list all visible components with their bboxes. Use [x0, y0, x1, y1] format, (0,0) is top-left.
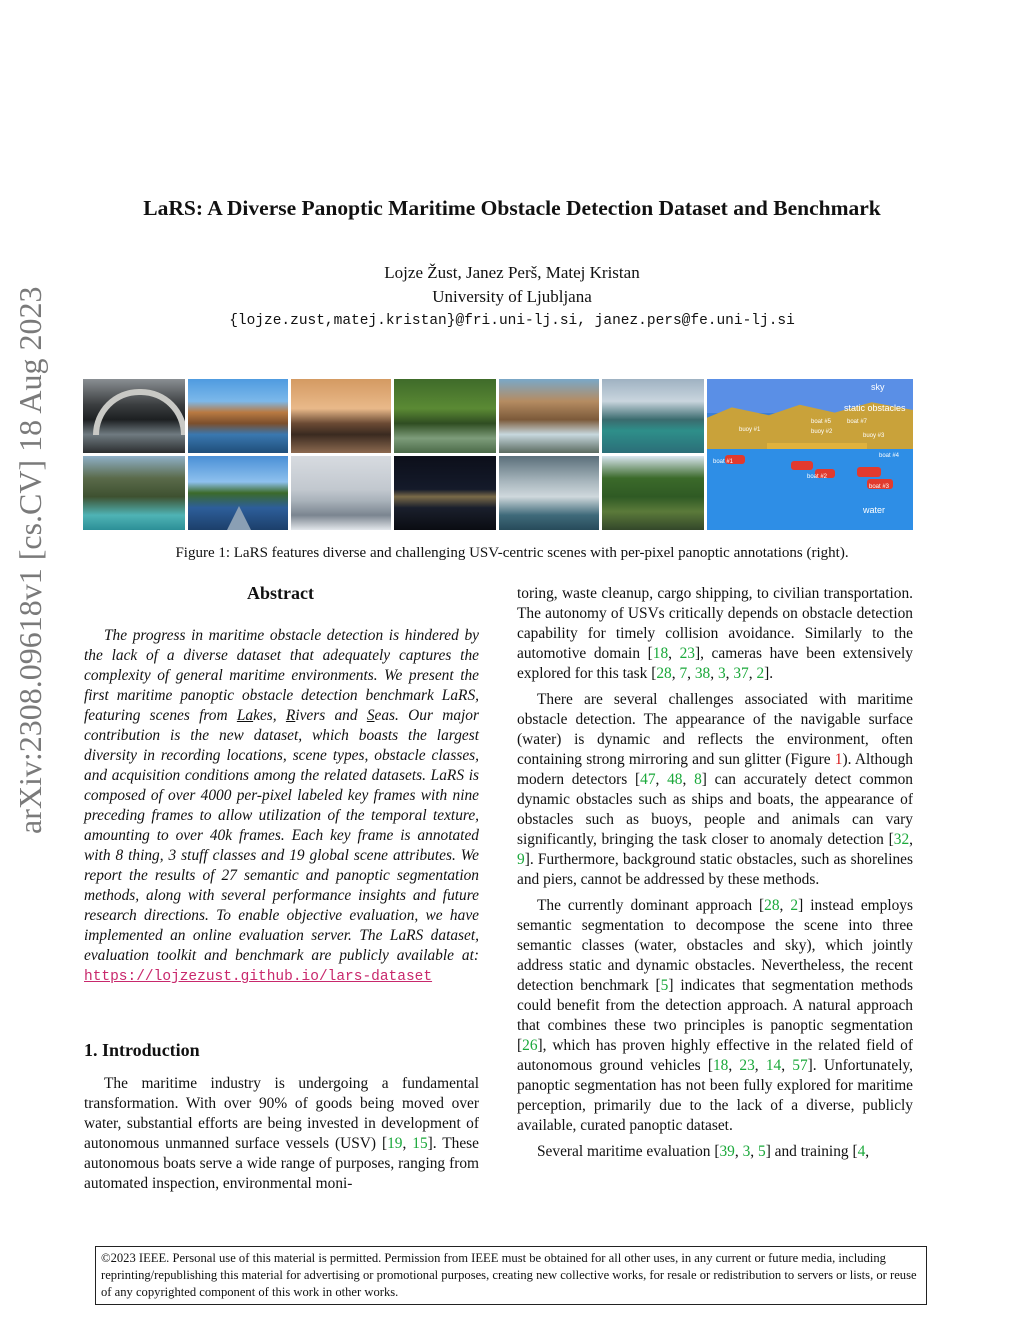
citation[interactable]: 57 [792, 1057, 808, 1074]
citation[interactable]: 19 [387, 1135, 403, 1152]
author-emails: {lojze.zust,matej.kristan}@fri.uni-lj.si, janez.pers@fe.uni-lj.si [229, 313, 795, 329]
scene-photo-bridge-arch [83, 379, 185, 453]
dataset-link[interactable]: https://lojzezust.github.io/lars-dataset [84, 969, 433, 985]
label-static-obstacles: static obstacles [844, 403, 906, 413]
label-buoy: buoy #3 [863, 433, 885, 439]
citation[interactable]: 48 [667, 771, 683, 788]
scene-photo-wave [602, 379, 704, 453]
citation[interactable]: 28 [764, 897, 780, 914]
scene-photo-night-port [394, 456, 496, 530]
scene-photo-canal-wall [499, 379, 599, 453]
boat-mask [857, 467, 881, 477]
label-boat: boat #3 [869, 484, 890, 490]
citation[interactable]: 18 [652, 645, 669, 662]
citation[interactable]: 26 [522, 1037, 538, 1054]
scene-photo-cave [499, 456, 599, 530]
citation[interactable]: 3 [742, 1143, 751, 1160]
citation[interactable]: 3 [717, 665, 726, 682]
scene-photo-sun-glitter [291, 456, 391, 530]
arxiv-stamp: arXiv:2308.09618v1 [cs.CV] 18 Aug 2023 [12, 286, 48, 834]
scene-photo-river-kayak [394, 379, 496, 453]
scene-photo-forest-river [602, 456, 704, 530]
citation[interactable]: 9 [517, 851, 525, 868]
citation[interactable]: 37 [733, 665, 749, 682]
label-boat: boat #1 [713, 459, 734, 465]
citation[interactable]: 32 [893, 831, 910, 848]
citation[interactable]: 7 [679, 665, 688, 682]
citation[interactable]: 5 [660, 977, 669, 994]
label-boat: boat #5 [811, 419, 832, 425]
panoptic-annotation-panel [707, 379, 913, 530]
citation[interactable]: 23 [739, 1057, 755, 1074]
section-heading-introduction: 1. Introduction [84, 1040, 200, 1060]
figure-reference[interactable]: 1 [834, 751, 843, 768]
citation[interactable]: 18 [712, 1057, 729, 1074]
citation[interactable]: 28 [656, 665, 672, 682]
figure-caption: Figure 1: LaRS features diverse and challenging USV-centric scenes with per-pixel panoptic annotations (right). [175, 545, 849, 561]
scene-photo-sunset-harbor [291, 379, 391, 453]
citation[interactable]: 39 [719, 1143, 735, 1160]
abstract-heading: Abstract [247, 583, 314, 603]
author-list: Lojze Žust, Janez Perš, Matej Kristan [384, 263, 640, 282]
right-column-body: toring, waste cleanup, cargo shipping, to civilian transportation. The autonomy of USVs critically depends on obstacle detection capability for timely collision avoidance. Similarly to the automotive domain [18, 23], cameras have been extensively explored for this task [28, 7, 38, 3, 37, 2]. There are several challenges associated with maritime obstacle detection. The appearance of the navigable surface (water) is dynamic and reflects the environment, often containing strong mirroring and sun glitter (Figure 1). Although modern detectors [47, 48, 8] can accurately detect common dynamic obstacles such as ships and boats, the appearance of obstacles such as buoys, people and animals can vary significantly, bringing the task closer to anomaly detection [32, 9]. Furthermore, background static obstacles, such as shorelines and piers, cannot be addressed by these methods. The currently dominant approach [28, 2] instead employs semantic segmentation to decompose the scene into three semantic classes (water, obstacles and sky), which jointly address static and dynamic obstacles. Nevertheless, the recent detection benchmark [5] indicates that segmentation methods could benefit from the detection approach. A natural approach that combines these two principles is panoptic segmentation [26], which has proven highly effective in the related field of autonomous ground vehicles [18, 23, 14, 57]. Unfortunately, panoptic segmentation has not been fully explored for maritime perception, primarily due to the lack of a diverse, publicly available, curated panoptic dataset. Several maritime evaluation [39, 3, 5] and training [4, [517, 585, 914, 1160]
scene-photo-canal-town [188, 379, 288, 453]
copyright-notice: ©2023 IEEE. Personal use of this material is permitted. Permission from IEEE must be obtained for all other uses, in any current or future media, including reprinting/republishing this material for advertising or promotional purposes, creating new collective works, for resale or redistribution to servers or lists, or reuse of any copyrighted component of this work in other works. [95, 1246, 927, 1305]
scene-photo-lake-bow [188, 456, 288, 530]
citation[interactable]: 2 [790, 897, 799, 914]
abstract-body: The progress in maritime obstacle detection is hindered by the lack of a diverse dataset that adequately captures the complexity of general maritime environments. We present the first maritime panoptic obstacle detection benchmark LaRS, featuring scenes from Lakes, Rivers and Seas. Our major contribution is the new dataset, which boasts the largest diversity in recording locations, scene types, obstacle classes, and acquisition conditions among the related datasets. LaRS is composed of over 4000 per-pixel labeled key frames with nine preceding frames to allow utilization of the temporal texture, amounting to over 40k frames. Each key frame is annotated with 8 thing, 3 stuff classes and 19 global scene attributes. We report the results of 27 semantic and panoptic segmentation methods, along with several performance insights and future research directions. To enable objective evaluation, we have implemented an online evaluation server. The LaRS dataset, evaluation toolkit and benchmark are publicly available at: https://lojzezust.github.io/lars-dataset [84, 627, 479, 985]
affiliation: University of Ljubljana [432, 287, 592, 306]
citation[interactable]: 5 [757, 1143, 766, 1160]
citation[interactable]: 23 [679, 645, 695, 662]
citation[interactable]: 38 [694, 665, 711, 682]
citation[interactable]: 14 [765, 1057, 782, 1074]
label-boat: boat #7 [847, 419, 868, 425]
citation[interactable]: 2 [756, 665, 765, 682]
label-boat: boat #4 [879, 453, 900, 459]
label-buoy: buoy #2 [811, 429, 833, 435]
label-water: water [863, 505, 886, 515]
boat-mask [791, 461, 813, 470]
citation[interactable]: 47 [640, 771, 656, 788]
citation[interactable]: 8 [694, 771, 702, 788]
paper-title: LaRS: A Diverse Panoptic Maritime Obstacle Detection Dataset and Benchmark [143, 196, 881, 220]
label-boat: boat #2 [807, 474, 828, 480]
scene-photo-limestone-bay [83, 456, 185, 530]
citation[interactable]: 15 [412, 1135, 428, 1152]
citation[interactable]: 4 [857, 1143, 866, 1160]
intro-paragraph: The maritime industry is undergoing a fundamental transformation. With over 90% of goods being moved over water, substantial efforts are being invested in development of autonomous unmanned surface vessels (USV) [19, 15]. These autonomous boats serve a wide range of purposes, ranging from automated inspection, environmental moni- [84, 1075, 479, 1192]
label-buoy: buoy #1 [739, 427, 761, 433]
label-sky: sky [871, 382, 885, 392]
